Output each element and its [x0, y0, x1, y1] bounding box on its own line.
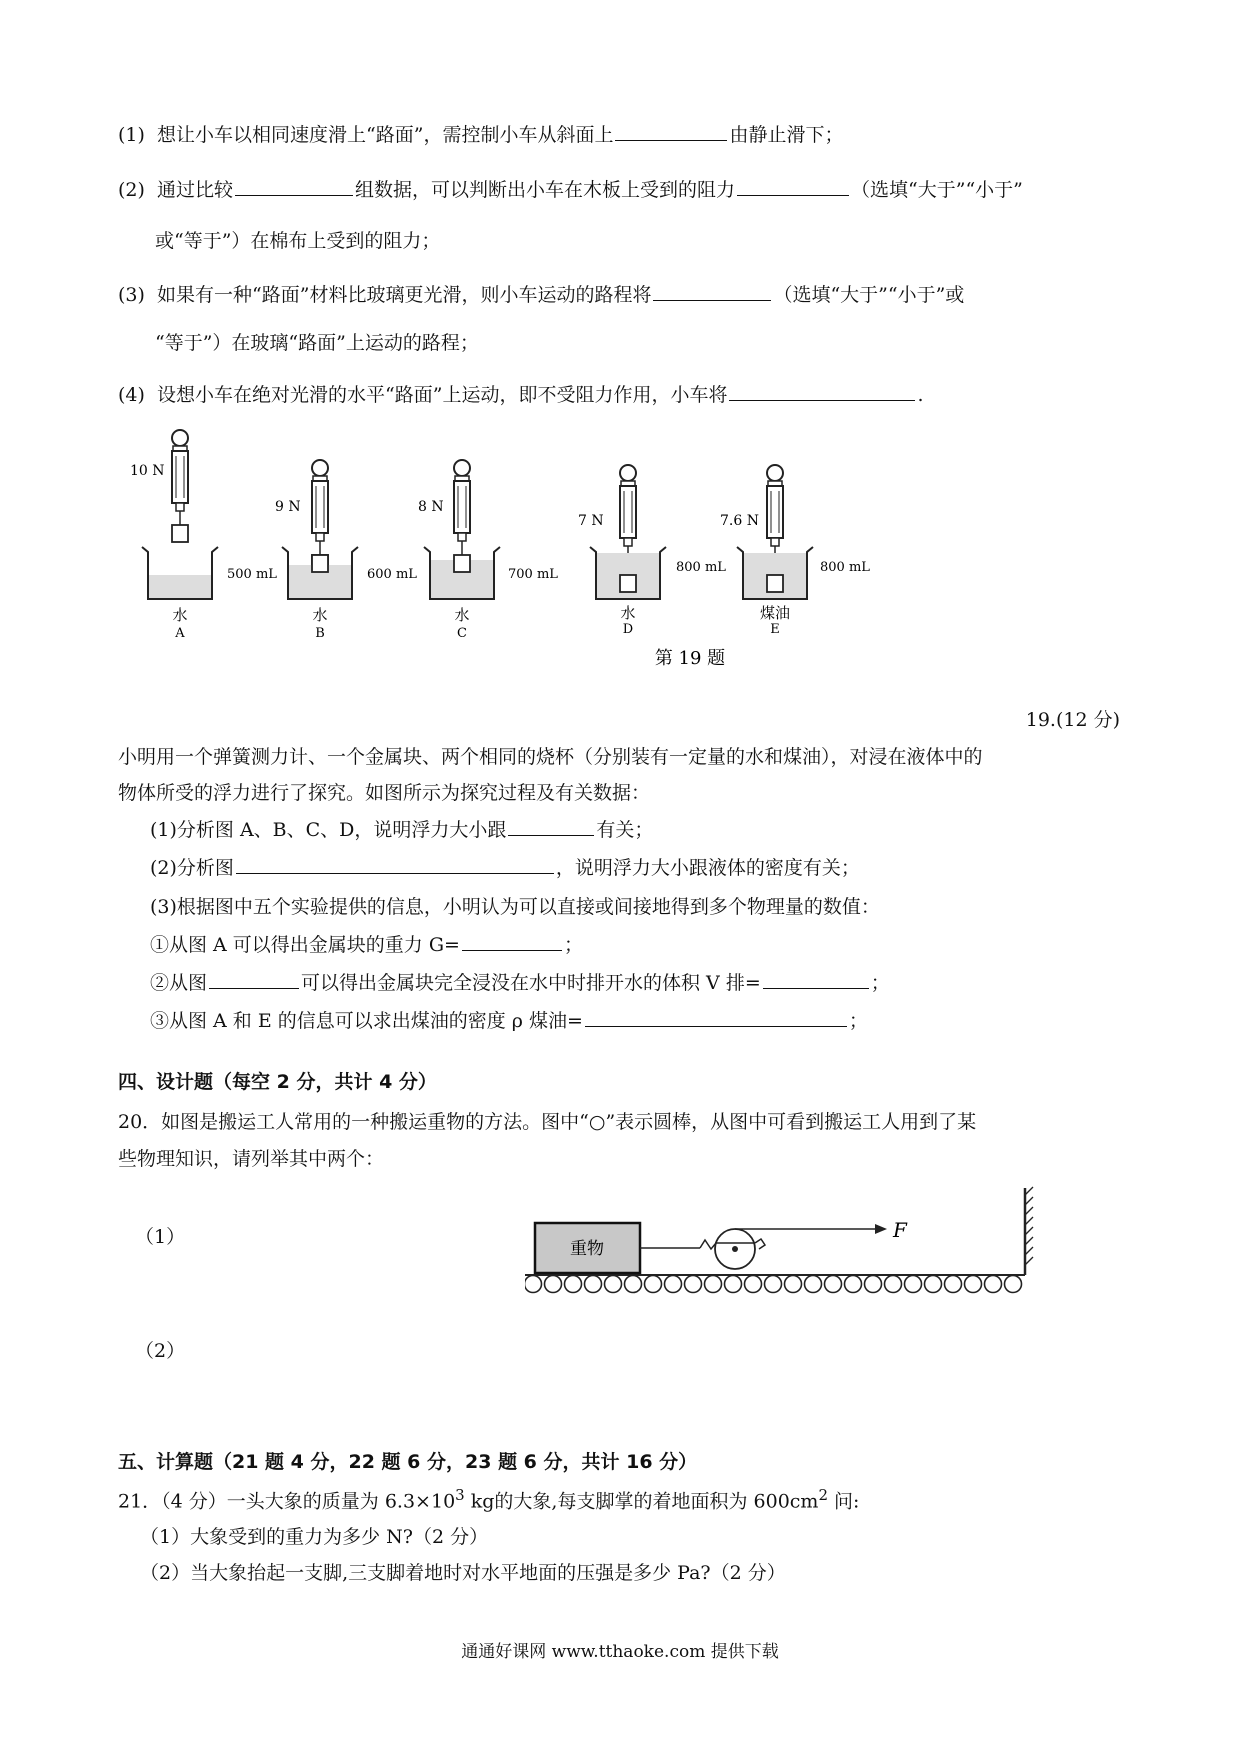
roller	[645, 1276, 662, 1293]
roller	[725, 1276, 742, 1293]
panel-c-volume: 700 mL	[508, 567, 558, 582]
q18-p3-number: (3)	[118, 284, 145, 306]
q21-area-exponent: 2	[818, 1486, 828, 1504]
q19-number: 19.(12 分)	[1025, 709, 1120, 731]
force-arrow-head	[875, 1224, 887, 1234]
q18-part2	[118, 175, 1023, 202]
q18-p3-text2: （选填“大于”“小于”或	[773, 284, 965, 306]
figure19-panel-d	[578, 465, 726, 637]
q21-sub1: （1）大象受到的重力为多少 N?（2 分）	[140, 1526, 489, 1548]
q19-sub1-blank[interactable]	[508, 817, 594, 836]
panel-b-force: 9 N	[275, 499, 301, 515]
roller	[605, 1276, 622, 1293]
q18-p3-text: 如果有一种“路面”材料比玻璃更光滑，则小车运动的路程将	[157, 284, 652, 306]
q19-sub2-text: (2)分析图	[150, 857, 234, 879]
panel-c-letter: C	[457, 626, 467, 641]
q18-p1-tail: 由静止滑下；	[729, 124, 844, 146]
q18-p4-blank[interactable]	[729, 382, 915, 401]
roller	[565, 1276, 582, 1293]
roller	[945, 1276, 962, 1293]
roller	[825, 1276, 842, 1293]
q19-sub1-text: (1)分析图 A、B、C、D，说明浮力大小跟	[150, 819, 507, 841]
panel-a-force: 10 N	[130, 463, 165, 479]
q20-text-line1: 20．如图是搬运工人常用的一种搬运重物的方法。图中“○”表示圆棒，从图中可看到搬运工人用到了某	[118, 1111, 977, 1133]
q19-sub3-item3-tail: ；	[848, 1010, 868, 1032]
roller	[865, 1276, 882, 1293]
q18-p2-continued: 或“等于”）在棉布上受到的阻力；	[155, 230, 441, 252]
q18-p1-blank[interactable]	[615, 122, 727, 141]
panel-e-volume: 800 mL	[820, 560, 870, 575]
roller	[785, 1276, 802, 1293]
q18-p4-number: (4)	[118, 384, 145, 406]
q18-p4-tail: .	[917, 384, 924, 406]
roller	[765, 1276, 782, 1293]
q21-sub2: （2）当大象抬起一支脚,三支脚着地时对水平地面的压强是多少 Pa?（2 分）	[140, 1562, 786, 1584]
figure19-panel-e	[720, 465, 870, 637]
figure19-caption: 第 19 题	[654, 648, 726, 669]
q18-p2-blank1[interactable]	[235, 177, 353, 196]
q19-sub3-item2-text2: 可以得出金属块完全浸没在水中时排开水的体积 V 排=	[301, 972, 761, 994]
q18-p2-text3: （选填“大于”“小于”	[851, 179, 1023, 201]
q19-intro-line2: 物体所受的浮力进行了探究。如图所示为探究过程及有关数据：	[118, 782, 651, 804]
panel-b-liquid: 水	[312, 606, 328, 624]
panel-d-volume: 800 mL	[676, 560, 726, 575]
q19-sub3-item2	[150, 968, 890, 995]
figure19-panel-b	[275, 460, 417, 641]
panel-c-liquid: 水	[454, 606, 470, 624]
q19-sub3-item1-text: ①从图 A 可以得出金属块的重力 G=	[150, 934, 460, 956]
q19-sub3-item1-tail: ；	[563, 934, 583, 956]
panel-a-volume: 500 mL	[227, 567, 277, 582]
panel-b-letter: B	[315, 626, 325, 641]
q18-p4-text: 设想小车在绝对光滑的水平“路面”上运动，即不受阻力作用，小车将	[157, 384, 728, 406]
q19-sub3-item2-tail: ；	[870, 972, 890, 994]
figure19-panel-c	[418, 460, 558, 641]
roller	[925, 1276, 942, 1293]
q19-sub2-blank[interactable]	[236, 855, 554, 874]
q19-sub3-item2-text: ②从图	[150, 972, 208, 994]
q18-p2-number: (2)	[118, 179, 145, 201]
panel-e-liquid: 煤油	[759, 604, 791, 622]
roller	[845, 1276, 862, 1293]
q19-sub3: (3)根据图中五个实验提供的信息，小明认为可以直接或间接地得到多个物理量的数值：	[150, 896, 880, 918]
section4-heading: 四、设计题（每空 2 分，共计 4 分）	[118, 1071, 437, 1093]
roller	[965, 1276, 982, 1293]
page-footer: 通通好课网 www.tthaoke.com 提供下载	[461, 1642, 779, 1662]
q19-sub3-item1	[150, 930, 583, 957]
panel-a-liquid: 水	[172, 606, 188, 624]
figure19-panel-a	[130, 430, 277, 641]
q21-text-part2: kg的大象,每支脚掌的着地面积为 600cm	[464, 1490, 819, 1513]
panel-d-metal-block	[620, 575, 636, 592]
force-label: F	[893, 1218, 907, 1242]
panel-c-force: 8 N	[418, 499, 444, 515]
q20-text-line2: 些物理知识，请列举其中两个：	[118, 1148, 385, 1170]
roller	[905, 1276, 922, 1293]
panel-a-letter: A	[175, 626, 185, 641]
q18-part1	[118, 120, 843, 147]
panel-a-metal-block	[172, 525, 188, 542]
q18-p2-text2: 组数据，可以判断出小车在木板上受到的阻力	[355, 179, 736, 201]
q18-part4	[118, 380, 924, 407]
panel-e-force: 7.6 N	[720, 513, 759, 529]
roller	[525, 1276, 542, 1293]
q21-text	[118, 1486, 859, 1513]
roller	[805, 1276, 822, 1293]
q19-sub1	[150, 815, 653, 842]
q20-answer2-label: （2）	[135, 1340, 186, 1362]
q19-sub2-tail: ，说明浮力大小跟液体的密度有关；	[555, 857, 860, 879]
q18-p3-blank[interactable]	[653, 282, 771, 301]
panel-d-liquid: 水	[620, 604, 636, 622]
q19-sub3-item3-blank[interactable]	[585, 1008, 847, 1027]
q18-part3	[118, 280, 964, 307]
panel-e-letter: E	[770, 622, 780, 637]
q19-sub3-item2-blank1[interactable]	[209, 970, 299, 989]
roller	[545, 1276, 562, 1293]
roller	[685, 1276, 702, 1293]
roller	[665, 1276, 682, 1293]
heavy-box-label: 重物	[570, 1239, 604, 1259]
figure-19	[120, 425, 1120, 670]
panel-d-letter: D	[622, 622, 634, 637]
q20-figure	[525, 1183, 1035, 1308]
q21-text-part1: 21．（4 分）一头大象的质量为 6.3×10	[118, 1490, 456, 1513]
q20-answer1-label: （1）	[135, 1226, 186, 1248]
roller	[1005, 1276, 1022, 1293]
rollers	[525, 1276, 1022, 1293]
roller	[625, 1276, 642, 1293]
q18-p3-continued: “等于”）在玻璃“路面”上运动的路程；	[155, 332, 479, 354]
roller	[985, 1276, 1002, 1293]
q18-p1-number: (1)	[118, 124, 145, 146]
q18-p1-text: 想让小车以相同速度滑上“路面”，需控制小车从斜面上	[157, 124, 614, 146]
q19-sub3-item2-blank2[interactable]	[763, 970, 869, 989]
panel-c-metal-block	[454, 555, 470, 572]
roller	[585, 1276, 602, 1293]
q19-sub3-item3	[150, 1006, 868, 1033]
q19-sub3-item3-text: ③从图 A 和 E 的信息可以求出煤油的密度 ρ 煤油=	[150, 1010, 583, 1032]
q21-exponent: 3	[455, 1486, 465, 1504]
roller	[705, 1276, 722, 1293]
panel-d-force: 7 N	[578, 513, 604, 529]
panel-e-metal-block	[767, 575, 783, 592]
q19-sub3-item1-blank[interactable]	[462, 932, 562, 951]
q19-intro-line1: 小明用一个弹簧测力计、一个金属块、两个相同的烧杯（分别装有一定量的水和煤油），对浸在液体中的	[118, 746, 983, 768]
section5-heading: 五、计算题（21 题 4 分，22 题 6 分，23 题 6 分，共计 16 分）	[118, 1451, 698, 1473]
roller	[745, 1276, 762, 1293]
q19-sub1-tail: 有关；	[596, 819, 654, 841]
roller	[885, 1276, 902, 1293]
q21-text-part3: 问:	[827, 1490, 860, 1513]
q18-p2-text: 通过比较	[157, 179, 234, 201]
q18-p2-blank2[interactable]	[737, 177, 849, 196]
panel-b-volume: 600 mL	[367, 567, 417, 582]
q19-sub2	[150, 853, 860, 880]
